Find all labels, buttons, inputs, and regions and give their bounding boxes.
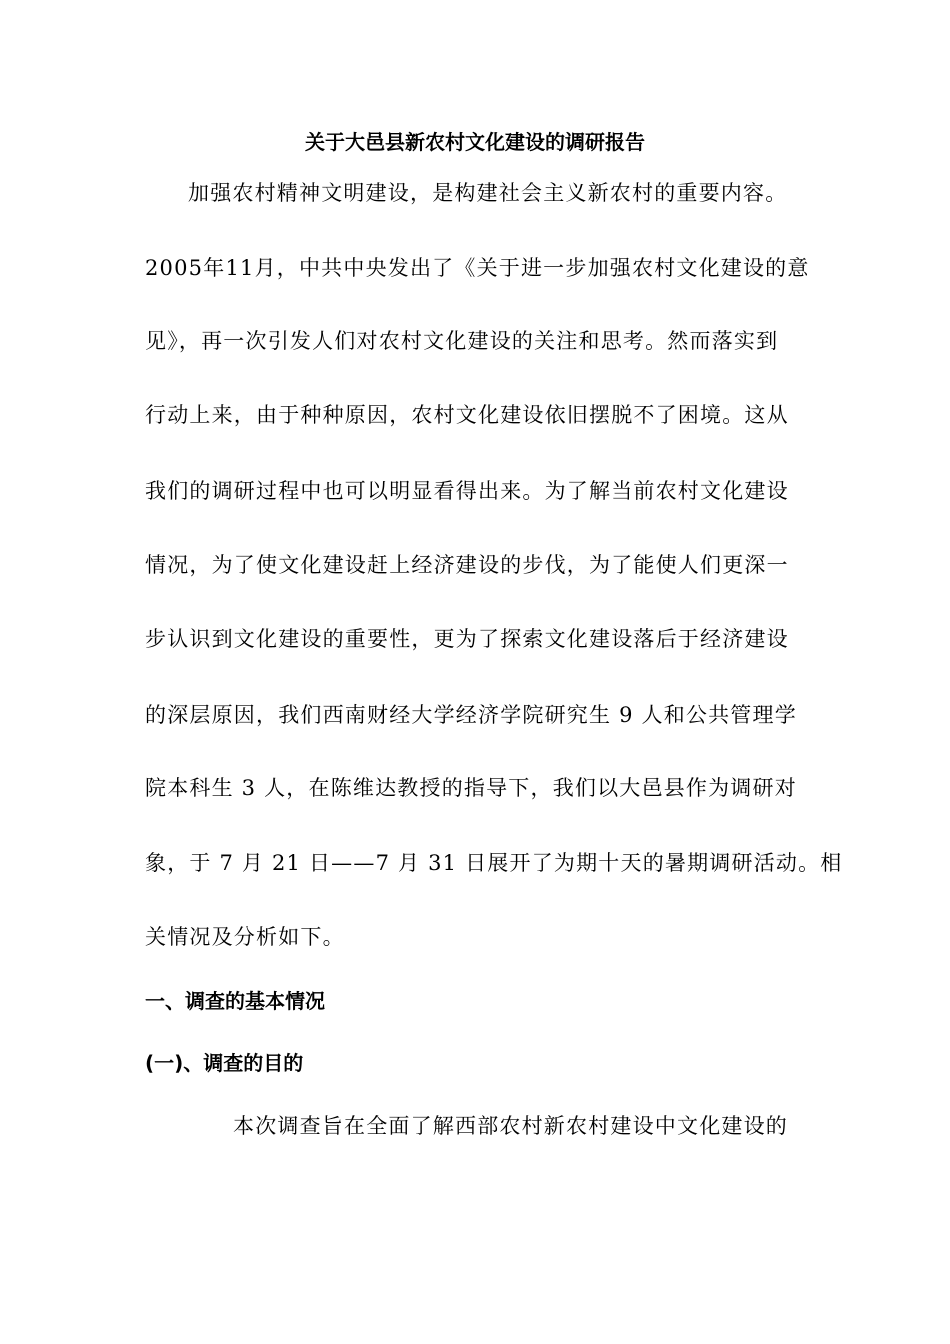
paragraph-line: 院本科生 3 人，在陈维达教授的指导下，我们以大邑县作为调研对 bbox=[145, 776, 797, 800]
paragraph-line: 见》，再一次引发人们对农村文化建设的关注和思考。然而落实到 bbox=[145, 329, 779, 353]
paragraph-line: 行动上来，由于种种原因，农村文化建设依旧摆脱不了困境。这从 bbox=[145, 403, 789, 427]
section-heading: 一、调查的基本情况 bbox=[145, 989, 325, 1013]
paragraph-line: 关情况及分析如下。 bbox=[145, 925, 345, 949]
subsection-heading: (一)、调查的目的 bbox=[145, 1051, 304, 1075]
paragraph-line: 的深层原因，我们西南财经大学经济学院研究生 9 人和公共管理学 bbox=[145, 703, 797, 727]
paragraph-line: 象，于 7 月 21 日——7 月 31 日展开了为期十天的暑期调研活动。相 bbox=[145, 851, 843, 875]
paragraph-line: 我们的调研过程中也可以明显看得出来。为了解当前农村文化建设 bbox=[145, 479, 789, 503]
paragraph-line: 情况，为了使文化建设赶上经济建设的步伐，为了能使人们更深一 bbox=[145, 553, 789, 577]
document-title: 关于大邑县新农村文化建设的调研报告 bbox=[305, 130, 645, 154]
paragraph-line: 2005年11月，中共中央发出了《关于进一步加强农村文化建设的意 bbox=[145, 256, 810, 280]
paragraph-line: 步认识到文化建设的重要性，更为了探索文化建设落后于经济建设 bbox=[145, 627, 789, 651]
paragraph-line: 加强农村精神文明建设，是构建社会主义新农村的重要内容。 bbox=[188, 181, 788, 205]
paragraph-line: 本次调查旨在全面了解西部农村新农村建设中文化建设的 bbox=[233, 1114, 788, 1138]
